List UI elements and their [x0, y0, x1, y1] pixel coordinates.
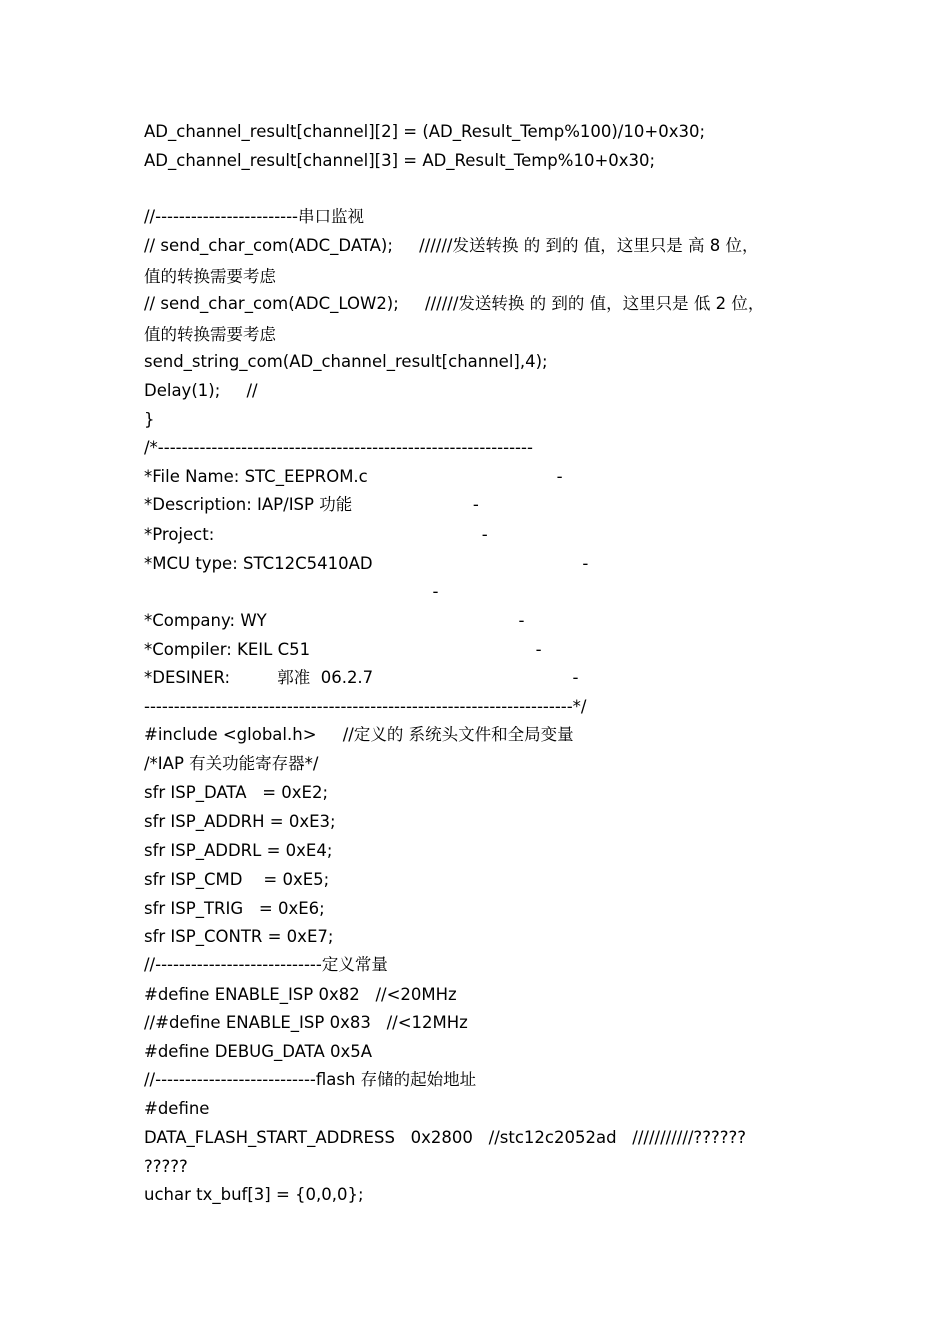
- code-line: ?????: [144, 1157, 188, 1176]
- code-line: #define: [144, 1099, 210, 1118]
- code-line: }: [144, 410, 155, 429]
- code-line: sfr ISP_CMD = 0xE5;: [144, 870, 330, 889]
- comment-continuation: 值的转换需要考虑: [144, 267, 276, 286]
- code-line: Delay(1); //: [144, 381, 258, 400]
- comment-line: // send_char_com(ADC_LOW2); //////发送转换 的 到的 值，这里只是 低 2 位，: [144, 294, 765, 313]
- header-comment-line: *Compiler: KEIL C51 -: [144, 640, 542, 659]
- header-comment-line: /*---------------------------------------------------------------: [144, 438, 533, 457]
- header-comment-line: *File Name: STC_EEPROM.c -: [144, 467, 563, 486]
- header-comment-line: *Project: -: [144, 525, 488, 544]
- code-line: #define DEBUG_DATA 0x5A: [144, 1042, 373, 1061]
- header-comment-line: *MCU type: STC12C5410AD -: [144, 554, 589, 573]
- code-line: AD_channel_result[channel][3] = AD_Result_Temp%10+0x30;: [144, 151, 656, 170]
- comment-line: //------------------------串口监视: [144, 207, 365, 226]
- code-line: uchar tx_buf[3] = {0,0,0};: [144, 1185, 364, 1204]
- header-comment-line: ------------------------------------------------------------------------*/: [144, 697, 587, 716]
- code-line: #define ENABLE_ISP 0x82 //<20MHz: [144, 985, 457, 1004]
- code-line: AD_channel_result[channel][2] = (AD_Result_Temp%100)/10+0x30;: [144, 122, 706, 141]
- comment-continuation: 值的转换需要考虑: [144, 325, 276, 344]
- code-line: #include <global.h> //定义的 系统头文件和全局变量: [144, 725, 574, 744]
- comment-line: //----------------------------定义常量: [144, 955, 388, 974]
- header-comment-line: *Company: WY -: [144, 611, 525, 630]
- code-line: sfr ISP_TRIG = 0xE6;: [144, 899, 325, 918]
- comment-line: //---------------------------flash 存储的起始地址: [144, 1070, 477, 1089]
- header-comment-line: -: [144, 582, 439, 601]
- code-line: send_string_com(AD_channel_result[channel],4);: [144, 352, 548, 371]
- code-line: sfr ISP_ADDRH = 0xE3;: [144, 812, 336, 831]
- header-comment-line: *Description: IAP/ISP 功能 -: [144, 495, 479, 514]
- comment-line: // send_char_com(ADC_DATA); //////发送转换 的 到的 值，这里只是 高 8 位，: [144, 236, 759, 255]
- header-comment-line: *DESINER: 郭准 06.2.7 -: [144, 668, 579, 687]
- code-line: //#define ENABLE_ISP 0x83 //<12MHz: [144, 1013, 468, 1032]
- code-line: sfr ISP_DATA = 0xE2;: [144, 783, 329, 802]
- code-line: /*IAP 有关功能寄存器*/: [144, 754, 319, 773]
- code-line: sfr ISP_ADDRL = 0xE4;: [144, 841, 333, 860]
- code-line: sfr ISP_CONTR = 0xE7;: [144, 927, 334, 946]
- code-line: DATA_FLASH_START_ADDRESS 0x2800 //stc12c2052ad ///////////??????: [144, 1128, 746, 1147]
